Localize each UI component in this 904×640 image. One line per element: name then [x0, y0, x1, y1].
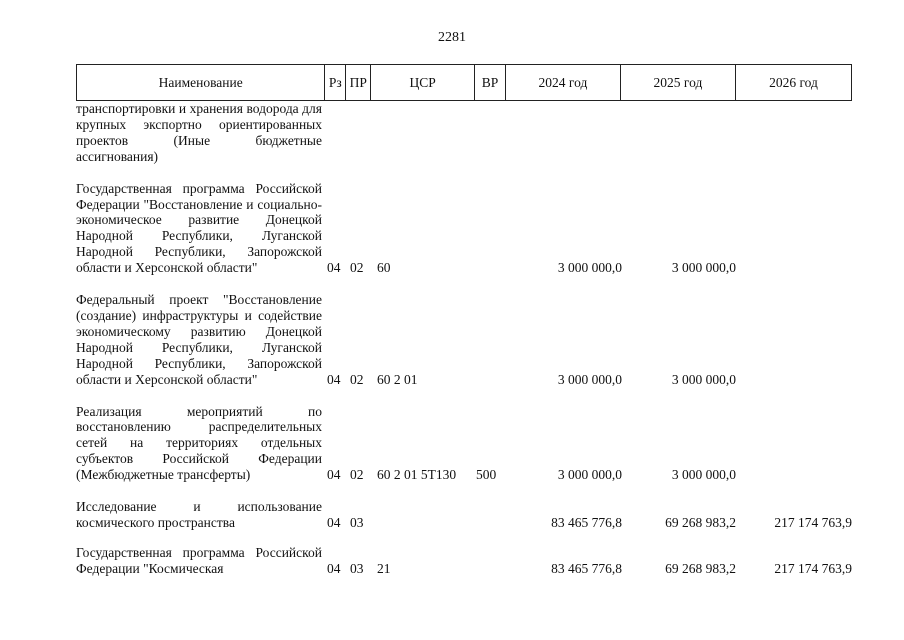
row-2026: 217 174 763,9 [774, 514, 852, 530]
row-2024: 3 000 000,0 [557, 371, 622, 387]
header-2026: 2026 год [769, 74, 818, 90]
table-row [76, 499, 866, 531]
header-2024: 2024 год [506, 65, 621, 100]
row-2024: 3 000 000,0 [557, 260, 622, 276]
header-name: Наименование [77, 65, 325, 100]
row-rz: 04 [327, 514, 341, 530]
row-pr: 02 [350, 467, 364, 483]
row-2025: 3 000 000,0 [671, 467, 736, 483]
row-name: Государственная программа Российской Федерации "Восстановление и социально-экономическое развитие Донецкой Народной Республики, Луганской Народной Республики, Запорожской области и Херсонской области" [76, 180, 322, 276]
row-name: транспортировки и хранения водорода для крупных экспортно ориентированных проектов (Иные бюджетные ассигнования) [76, 101, 322, 164]
row-csr: 60 [377, 260, 391, 276]
row-pr: 03 [350, 560, 364, 576]
row-name: Федеральный проект "Восстановление (создание) инфраструктуры и содействие экономическому развитию Донецкой Народной Республики, Луганской Народной Республики, Запорожской области и Херсонской области" [76, 292, 322, 387]
table-row [76, 101, 866, 165]
row-rz: 04 [327, 560, 341, 576]
row-2025: 69 268 983,2 [665, 560, 736, 576]
row-name: Исследование и использование космического пространства [76, 499, 322, 530]
row-csr: 60 2 01 5Т130 [377, 467, 457, 483]
row-rz: 04 [327, 260, 341, 276]
header-vr: ВР [475, 65, 506, 100]
row-pr: 02 [350, 260, 364, 276]
table-row [76, 404, 866, 484]
row-2025: 69 268 983,2 [665, 514, 736, 530]
row-2024: 83 465 776,8 [551, 560, 622, 576]
row-vr: 500 [476, 467, 497, 483]
table-row [76, 181, 866, 276]
row-2026: 217 174 763,9 [774, 560, 852, 576]
row-name: Государственная программа Российской Федерации "Космическая [76, 544, 322, 576]
row-pr: 03 [350, 514, 364, 530]
row-rz: 04 [327, 371, 341, 387]
header-2025: 2025 год [621, 65, 736, 100]
table-header [76, 64, 852, 101]
row-csr: 60 2 01 [377, 371, 418, 387]
header-pr: ПР [346, 65, 371, 100]
row-name: Реализация мероприятий по восстановлению распределительных сетей на территориях отдельных субъектов Российской Федерации (Межбюджетные трансферты) [76, 403, 322, 483]
row-2024: 3 000 000,0 [557, 467, 622, 483]
row-rz: 04 [327, 467, 341, 483]
header-csr: ЦСР [371, 65, 475, 100]
page-number: 2281 [438, 30, 466, 45]
table-row [76, 545, 866, 577]
row-csr: 21 [377, 560, 391, 576]
table-body [76, 101, 866, 577]
row-2025: 3 000 000,0 [671, 371, 736, 387]
header-rz: Рз [325, 65, 346, 100]
row-pr: 02 [350, 371, 364, 387]
table-row [76, 292, 866, 387]
row-2025: 3 000 000,0 [671, 260, 736, 276]
row-2024: 83 465 776,8 [551, 514, 622, 530]
